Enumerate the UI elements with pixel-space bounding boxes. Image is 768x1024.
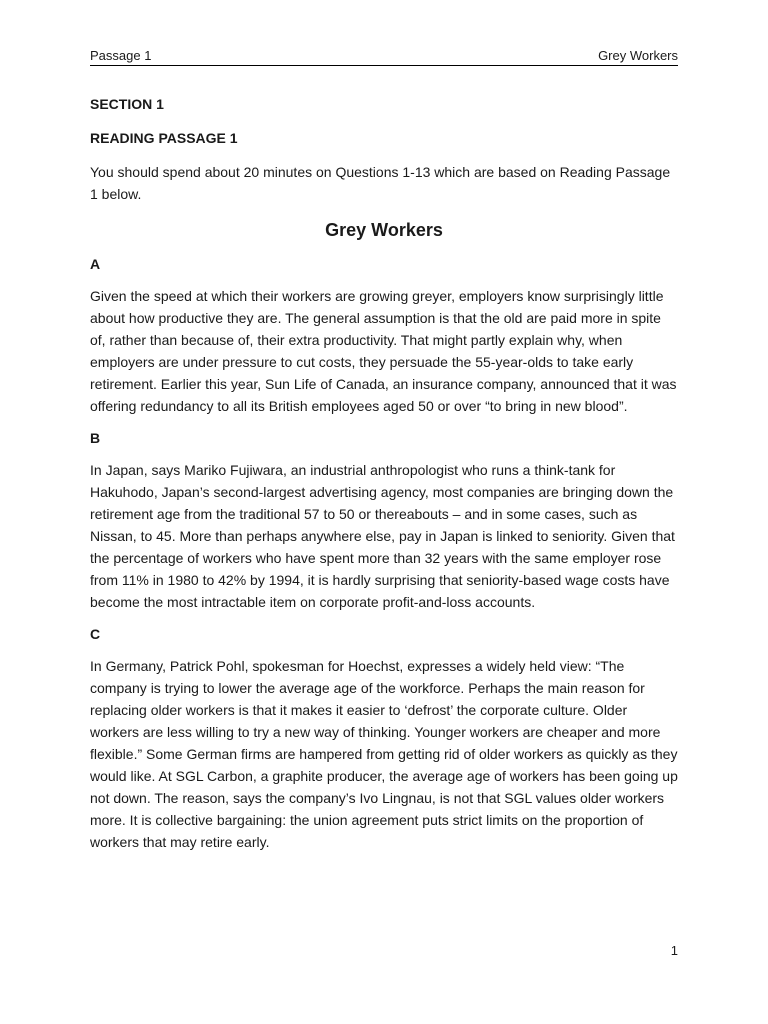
header-title: Grey Workers bbox=[598, 48, 678, 63]
paragraph-letter-b: B bbox=[90, 430, 101, 446]
paragraph-a-text: Given the speed at which their workers are growing greyer, employers know surprisingly little about how productive they are. The general assumption is that the old are paid more in spite of, rather than because of, their extra productivity. That might partly explain why, when employers are under pressure to cut costs, they persuade the 55-year-olds to take early retirement. Earlier this year, Sun Life of Canada, an insurance company, announced that it was offering redundancy to all its British employees aged 50 or over “to bring in new blood”. bbox=[90, 288, 677, 414]
passage-content bbox=[90, 93, 678, 853]
section-heading: SECTION 1 bbox=[90, 96, 164, 112]
paragraph-b-text: In Japan, says Mariko Fujiwara, an industrial anthropologist who runs a think-tank for Hakuhodo, Japan’s second-largest advertising agency, most companies are bringing down the retirement age from the traditional 57 to 50 or thereabouts – and in some cases, such as Nissan, to 45. More than perhaps anywhere else, pay in Japan is linked to seniority. Given that the percentage of workers who have spent more than 32 years with the same employer rose from 11% in 1980 to 42% by 1994, it is hardly surprising that seniority-based wage costs have become the most intractable item on corporate profit-and-loss accounts. bbox=[90, 462, 675, 610]
instructions-text: You should spend about 20 minutes on Questions 1-13 which are based on Reading Passage 1 below. bbox=[90, 164, 671, 202]
paragraph-c-text: In Germany, Patrick Pohl, spokesman for Hoechst, expresses a widely held view: “The company is trying to lower the average age of the workforce. Perhaps the main reason for replacing older workers is that it makes it easier to ‘defrost’ the corporate culture. Older workers are less willing to try a new way of thinking. Younger workers are cheaper and more flexible.” Some German firms are hampered from getting rid of older workers as quickly as they would like. At SGL Carbon, a graphite producer, the average age of workers has been going up not down. The reason, says the company’s Ivo Lingnau, is not that SGL values older workers more. It is collective bargaining: the union agreement puts strict limits on the proportion of workers that may retire early. bbox=[90, 658, 678, 850]
passage-title: Grey Workers bbox=[325, 220, 443, 240]
running-header bbox=[90, 46, 678, 66]
paragraph-letter-c: C bbox=[90, 626, 101, 642]
document-page bbox=[90, 0, 678, 1024]
page-number: 1 bbox=[670, 943, 678, 958]
header-passage-label: Passage 1 bbox=[90, 48, 152, 63]
paragraph-letter-a: A bbox=[90, 256, 101, 272]
reading-passage-heading: READING PASSAGE 1 bbox=[90, 130, 238, 146]
